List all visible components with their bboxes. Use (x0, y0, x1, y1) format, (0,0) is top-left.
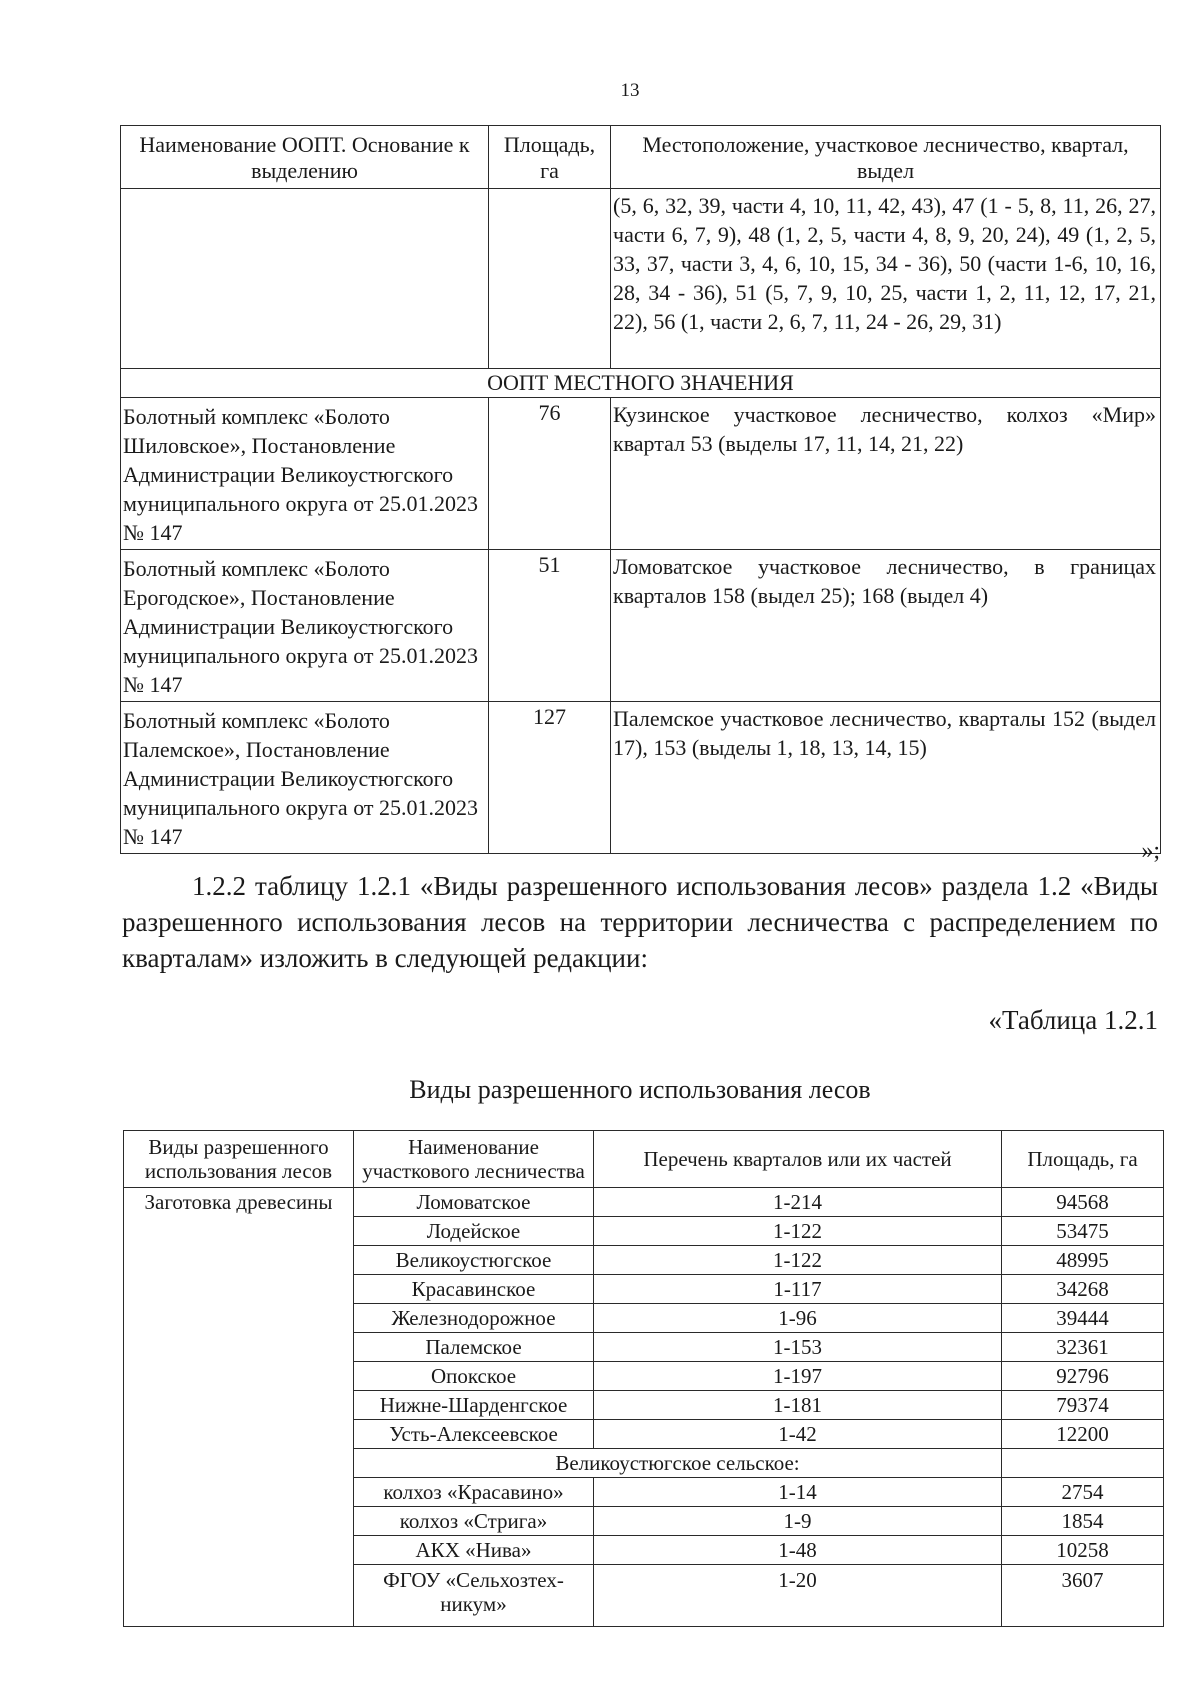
quarters-cell: 1-197 (594, 1362, 1002, 1391)
forestry-cell: Нижне-Шарденгское (354, 1391, 594, 1420)
area-cell: 2754 (1002, 1478, 1164, 1507)
area-cell: 127 (489, 702, 611, 854)
forestry-cell: Великоустюгское (354, 1246, 594, 1275)
forestry-cell: Красавинское (354, 1275, 594, 1304)
table-header-row (121, 126, 1161, 189)
subsection-title: Великоустюгское сельское: (354, 1449, 1002, 1478)
name-cell: Болотный комплекс «Болото Ерогодское», Постановление Администрации Великоустюгского муниципального округа от 25.01.2023 № 147 (121, 550, 489, 702)
quarters-cell: 1-14 (594, 1478, 1002, 1507)
table-row (124, 1188, 1164, 1217)
closing-quote: »; (1141, 838, 1160, 864)
quarters-cell: 1-96 (594, 1304, 1002, 1333)
quarters-cell: 1-181 (594, 1391, 1002, 1420)
area-cell: 1854 (1002, 1507, 1164, 1536)
quarters-cell: 1-48 (594, 1536, 1002, 1565)
table-caption: «Таблица 1.2.1 (988, 1005, 1158, 1035)
header-forestry: Наименование участкового лесничества (354, 1131, 594, 1188)
forestry-cell: колхоз «Красавино» (354, 1478, 594, 1507)
area-cell (489, 189, 611, 369)
location-cell: Палемское участковое лесничество, кварталы 152 (выдел 17), 153 (выделы 1, 18, 13, 14, 15) (611, 702, 1161, 854)
oopt-table (120, 125, 1161, 854)
use-type-cell: Заготовка древесины (124, 1188, 354, 1627)
area-cell: 34268 (1002, 1275, 1164, 1304)
amendment-paragraph: 1.2.2 таблицу 1.2.1 «Виды разрешенного использования лесов» раздела 1.2 «Виды разрешенного использования лесов на территории лесничества с распределением по кварталам» изложить в следующей редакции: (122, 871, 1158, 973)
forestry-cell: Опокское (354, 1362, 594, 1391)
forestry-cell: Железнодорожное (354, 1304, 594, 1333)
quarters-cell: 1-20 (594, 1565, 1002, 1627)
quarters-cell: 1-122 (594, 1246, 1002, 1275)
name-cell (121, 189, 489, 369)
area-cell: 10258 (1002, 1536, 1164, 1565)
header-area: Площадь, га (1002, 1131, 1164, 1188)
area-cell: 48995 (1002, 1246, 1164, 1275)
table-row (121, 398, 1161, 550)
area-cell: 12200 (1002, 1420, 1164, 1449)
forestry-cell: колхоз «Стрига» (354, 1507, 594, 1536)
section-row (121, 369, 1161, 398)
quarters-cell: 1-153 (594, 1333, 1002, 1362)
area-cell: 32361 (1002, 1333, 1164, 1362)
section-title: ООПТ МЕСТНОГО ЗНАЧЕНИЯ (121, 369, 1161, 398)
quarters-cell: 1-117 (594, 1275, 1002, 1304)
header-use-type: Виды разрешенного использования лесов (124, 1131, 354, 1188)
area-cell: 92796 (1002, 1362, 1164, 1391)
forestry-cell: АКХ «Нива» (354, 1536, 594, 1565)
location-cell: (5, 6, 32, 39, части 4, 10, 11, 42, 43), 47 (1 - 5, 8, 11, 26, 27, части 6, 7, 9), 48 (1, 2, 5, части 4, 8, 9, 20, 24), 49 (1, 2, 5, 33, 37, части 3, 4, 6, 10, 15, 34 - 36), 50 (части 1-6, 10, 16, 28, 34 - 36), 51 (5, 7, 9, 10, 25, части 1, 2, 11, 12, 17, 21, 22), 56 (1, части 2, 6, 7, 11, 24 - 26, 29, 31) (611, 189, 1161, 369)
forestry-cell: Усть-Алексеевское (354, 1420, 594, 1449)
table-header-row (124, 1131, 1164, 1188)
quarters-cell: 1-214 (594, 1188, 1002, 1217)
forestry-cell: Палемское (354, 1333, 594, 1362)
forest-use-table (123, 1130, 1164, 1627)
quarters-cell: 1-122 (594, 1217, 1002, 1246)
header-quarters: Перечень кварталов или их частей (594, 1131, 1002, 1188)
quarters-cell: 1-9 (594, 1507, 1002, 1536)
page-number: 13 (620, 80, 640, 101)
area-cell (1002, 1449, 1164, 1478)
table-row (121, 550, 1161, 702)
area-cell: 76 (489, 398, 611, 550)
location-cell: Кузинское участковое лесничество, колхоз «Мир» квартал 53 (выделы 17, 11, 14, 21, 22) (611, 398, 1161, 550)
header-location: Местоположение, участковое лесничество, квартал, выдел (611, 126, 1161, 189)
header-area: Площадь, га (489, 126, 611, 189)
area-cell: 39444 (1002, 1304, 1164, 1333)
forestry-cell: Ломоватское (354, 1188, 594, 1217)
table-title: Виды разрешенного использования лесов (409, 1075, 871, 1104)
quarters-cell: 1-42 (594, 1420, 1002, 1449)
forestry-cell: ФГОУ «Сельхозтех-никум» (354, 1565, 594, 1627)
area-cell: 53475 (1002, 1217, 1164, 1246)
forestry-cell: Лодейское (354, 1217, 594, 1246)
area-cell: 79374 (1002, 1391, 1164, 1420)
name-cell: Болотный комплекс «Болото Шиловское», Постановление Администрации Великоустюгского муниципального округа от 25.01.2023 № 147 (121, 398, 489, 550)
header-name: Наименование ООПТ. Основание к выделению (121, 126, 489, 189)
table-row (121, 702, 1161, 854)
area-cell: 51 (489, 550, 611, 702)
area-cell: 94568 (1002, 1188, 1164, 1217)
area-cell: 3607 (1002, 1565, 1164, 1627)
location-cell: Ломоватское участковое лесничество, в границах кварталов 158 (выдел 25); 168 (выдел 4) (611, 550, 1161, 702)
table-row (121, 189, 1161, 369)
name-cell: Болотный комплекс «Болото Палемское», Постановление Администрации Великоустюгского муниципального округа от 25.01.2023 № 147 (121, 702, 489, 854)
